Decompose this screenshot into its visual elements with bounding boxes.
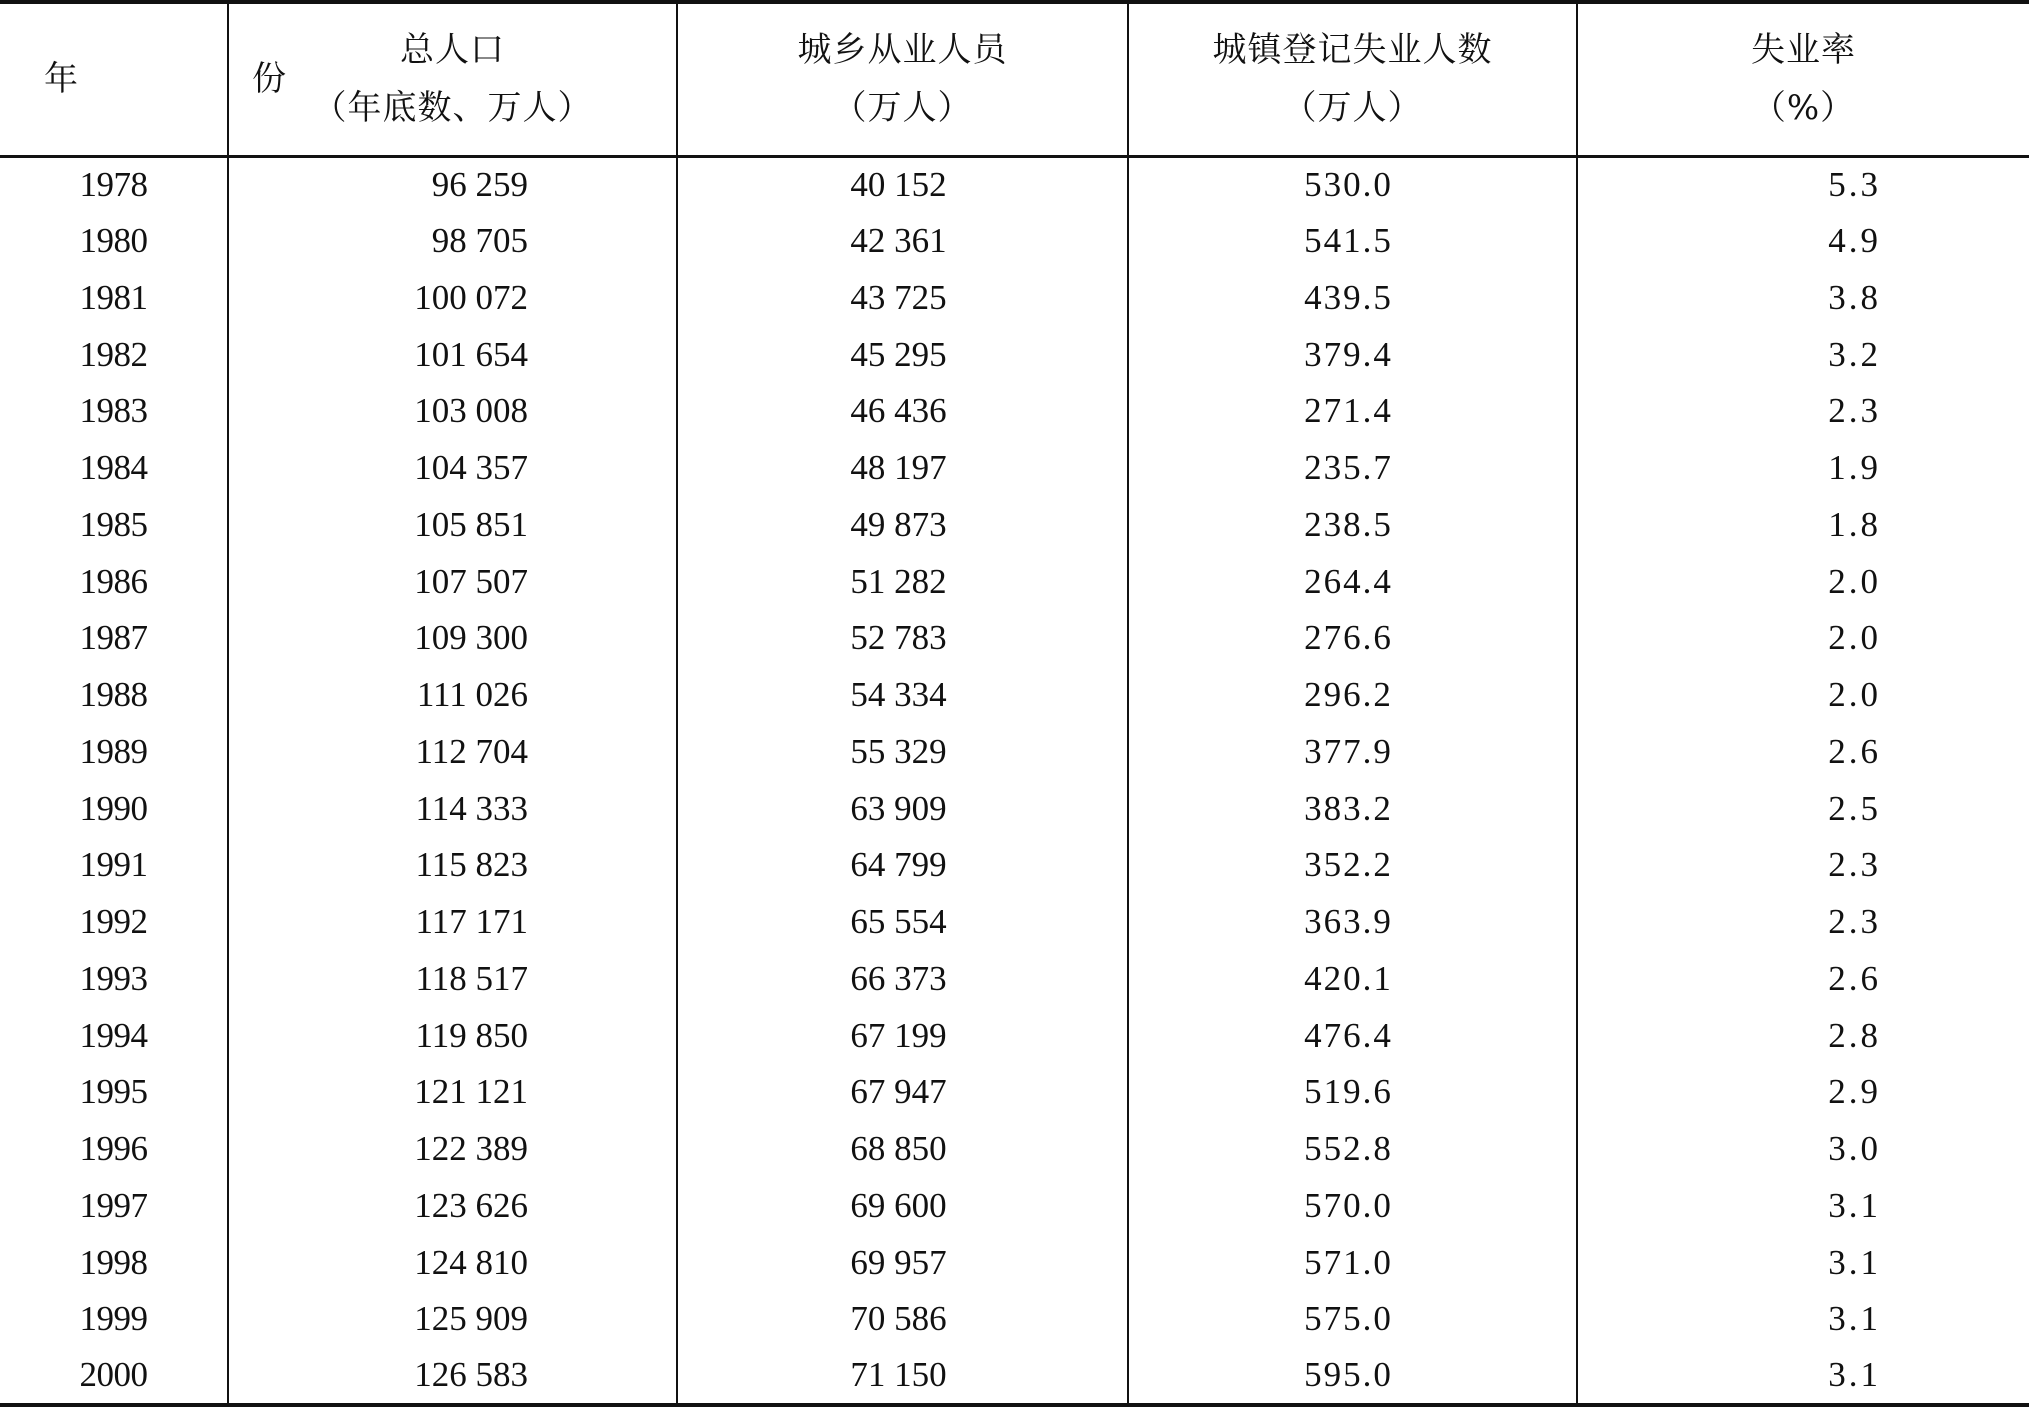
table-row [0,1064,2029,1121]
cell-year: 1988 [79,675,148,715]
cell-population: 117 171 [228,894,677,951]
table-row [0,156,2029,213]
header-unemployed-title: 城镇登记失业人数 [1212,30,1493,71]
cell-rate: 3.8 [1577,270,2029,327]
cell-employed: 71 150 [677,1348,1128,1405]
cell-rate: 3.2 [1577,326,2029,383]
table-row [0,1291,2029,1348]
cell-population: 124 810 [228,1234,677,1291]
cell-population: 112 704 [228,724,677,781]
cell-employed: 66 373 [677,951,1128,1008]
table-row [0,213,2029,270]
cell-rate: 2.3 [1577,837,2029,894]
cell-year: 1991 [79,845,148,885]
cell-population: 118 517 [228,951,677,1008]
cell-year: 1985 [79,504,148,544]
table-row [0,1348,2029,1405]
cell-unemployed: 296.2 [1128,667,1577,724]
cell-rate: 2.9 [1577,1064,2029,1121]
cell-population: 105 851 [228,497,677,554]
cell-rate: 2.3 [1577,894,2029,951]
cell-employed: 45 295 [677,326,1128,383]
table-row [0,440,2029,497]
cell-year: 2000 [0,1348,228,1405]
cell-unemployed: 271.4 [1128,383,1577,440]
cell-population: 103 008 [228,383,677,440]
cell-unemployed: 276.6 [1128,610,1577,667]
table-row [0,667,2029,724]
cell-employed: 55 329 [677,724,1128,781]
cell-year: 1982 [79,334,148,374]
cell-rate: 2.3 [1577,383,2029,440]
table-row [0,1121,2029,1178]
cell-population: 114 333 [228,780,677,837]
cell-employed: 69 957 [677,1234,1128,1291]
cell-year: 1997 [79,1185,148,1225]
cell-employed: 65 554 [677,894,1128,951]
cell-unemployed: 571.0 [1128,1234,1577,1291]
table-row [0,951,2029,1008]
table-row [0,1178,2029,1235]
header-population-unit: （年底数、万人） [312,88,593,129]
header-employed-unit: （万人） [832,88,973,129]
cell-population: 126 583 [228,1348,677,1405]
table-row [0,497,2029,554]
cell-unemployed: 552.8 [1128,1121,1577,1178]
header-employed [677,2,1128,156]
cell-rate: 3.1 [1577,1234,2029,1291]
table-row [0,610,2029,667]
cell-employed: 54 334 [677,667,1128,724]
cell-unemployed: 476.4 [1128,1007,1577,1064]
cell-unemployed: 264.4 [1128,553,1577,610]
cell-year: 1989 [79,731,148,771]
header-year: 年 份 [0,2,228,156]
header-unemployed [1128,2,1577,156]
cell-unemployed: 439.5 [1128,270,1577,327]
cell-year: 1990 [79,788,148,828]
table-row [0,1234,2029,1291]
cell-population: 109 300 [228,610,677,667]
table-row [0,270,2029,327]
cell-employed: 46 436 [677,383,1128,440]
table-row [0,326,2029,383]
cell-population: 115 823 [228,837,677,894]
cell-year: 1992 [79,902,148,942]
cell-population: 121 121 [228,1064,677,1121]
cell-population: 96 259 [228,156,677,213]
cell-year: 1981 [79,277,148,317]
cell-employed: 51 282 [677,553,1128,610]
cell-rate: 2.6 [1577,724,2029,781]
cell-rate: 3.1 [1577,1291,2029,1348]
cell-year: 1999 [79,1299,148,1339]
header-unemployed-unit: （万人） [1282,88,1423,129]
cell-population: 100 072 [228,270,677,327]
cell-population: 122 389 [228,1121,677,1178]
cell-unemployed: 420.1 [1128,951,1577,1008]
cell-year: 1996 [79,1129,148,1169]
cell-rate: 2.6 [1577,951,2029,1008]
cell-rate: 2.0 [1577,610,2029,667]
cell-employed: 48 197 [677,440,1128,497]
table-row [0,383,2029,440]
table-row [0,724,2029,781]
table-row [0,1007,2029,1064]
cell-year: 1983 [79,391,148,431]
cell-employed: 67 947 [677,1064,1128,1121]
header-row [0,2,2029,156]
cell-employed: 64 799 [677,837,1128,894]
cell-rate: 5.3 [1577,156,2029,213]
cell-year: 1993 [79,958,148,998]
header-population-title: 总人口 [400,30,505,71]
cell-employed: 70 586 [677,1291,1128,1348]
cell-rate: 2.0 [1577,553,2029,610]
cell-rate: 2.5 [1577,780,2029,837]
cell-employed: 69 600 [677,1178,1128,1235]
table-row [0,553,2029,610]
cell-population: 104 357 [228,440,677,497]
cell-unemployed: 379.4 [1128,326,1577,383]
cell-unemployed: 352.2 [1128,837,1577,894]
cell-rate: 3.0 [1577,1121,2029,1178]
table-row [0,894,2029,951]
cell-unemployed: 519.6 [1128,1064,1577,1121]
cell-unemployed: 595.0 [1128,1348,1577,1405]
header-rate-unit: （%） [1751,88,1856,129]
header-employed-title: 城乡从业人员 [797,30,1008,71]
cell-employed: 42 361 [677,213,1128,270]
cell-unemployed: 377.9 [1128,724,1577,781]
cell-rate: 1.9 [1577,440,2029,497]
cell-population: 111 026 [228,667,677,724]
cell-employed: 67 199 [677,1007,1128,1064]
cell-employed: 43 725 [677,270,1128,327]
cell-year: 1986 [79,561,148,601]
table-row [0,837,2029,894]
cell-year: 1998 [79,1242,148,1282]
cell-employed: 52 783 [677,610,1128,667]
cell-year: 1978 [79,165,148,205]
header-rate-title: 失业率 [1751,30,1856,71]
cell-year: 1994 [79,1015,148,1055]
cell-rate: 4.9 [1577,213,2029,270]
cell-unemployed: 575.0 [1128,1291,1577,1348]
cell-year: 1980 [79,221,148,261]
cell-employed: 40 152 [677,156,1128,213]
cell-population: 125 909 [228,1291,677,1348]
cell-unemployed: 363.9 [1128,894,1577,951]
cell-population: 98 705 [228,213,677,270]
cell-employed: 49 873 [677,497,1128,554]
cell-year: 1984 [79,448,148,488]
header-rate [1577,2,2029,156]
cell-year: 1995 [79,1072,148,1112]
cell-population: 107 507 [228,553,677,610]
cell-population: 123 626 [228,1178,677,1235]
cell-unemployed: 530.0 [1128,156,1577,213]
cell-rate: 2.0 [1577,667,2029,724]
cell-unemployed: 570.0 [1128,1178,1577,1235]
cell-employed: 68 850 [677,1121,1128,1178]
cell-population: 101 654 [228,326,677,383]
cell-unemployed: 541.5 [1128,213,1577,270]
cell-year: 1987 [79,618,148,658]
cell-unemployed: 235.7 [1128,440,1577,497]
cell-employed: 63 909 [677,780,1128,837]
cell-rate: 3.1 [1577,1178,2029,1235]
table-row [0,780,2029,837]
cell-unemployed: 383.2 [1128,780,1577,837]
cell-rate: 3.1 [1577,1348,2029,1405]
cell-unemployed: 238.5 [1128,497,1577,554]
cell-rate: 2.8 [1577,1007,2029,1064]
cell-rate: 1.8 [1577,497,2029,554]
table-body [0,156,2029,1405]
cell-population: 119 850 [228,1007,677,1064]
